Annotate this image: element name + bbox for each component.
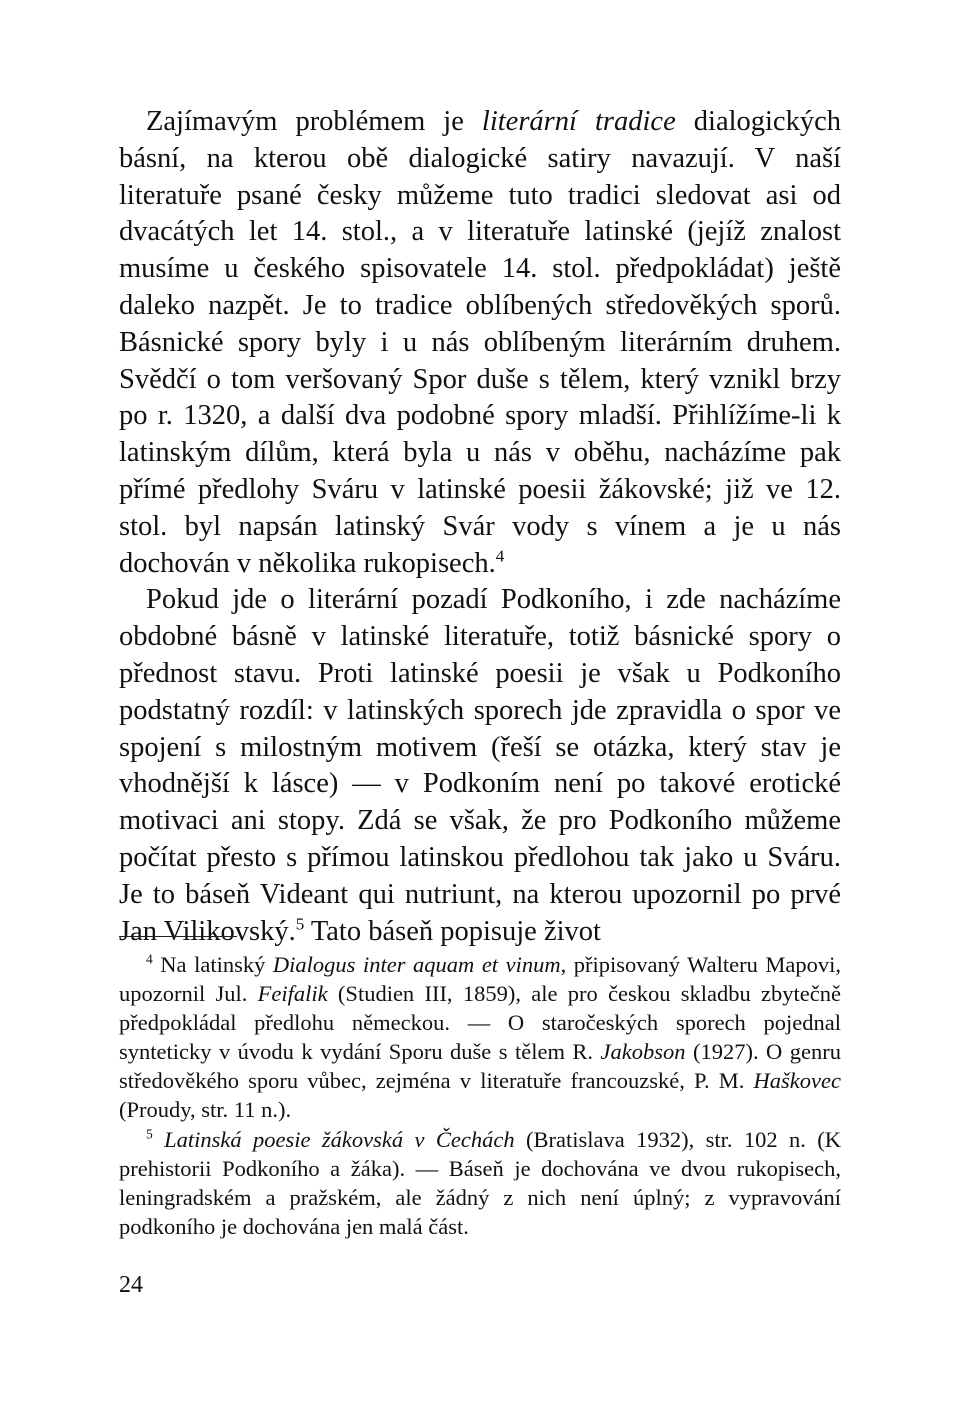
footnote-5-number: 5 (146, 1126, 153, 1142)
paragraph-1 (119, 104, 841, 582)
footnote-ref-5[interactable]: 5 (295, 914, 305, 934)
paragraph-2 (119, 582, 841, 950)
footnote-4-italic-b: Feifalik (257, 981, 328, 1007)
paragraph-1-text-b: dialogických básní, na kterou obě dialogické satiry navazují. V naší literatuře psané česky můžeme tuto tradici sledovat asi od dvacátých let 14. stol., a v literatuře latinské (jejíž znalost musíme u českého spisovatele 14. stol. předpokládat) ještě daleko nazpět. Je to tradice oblíbených středověkých sporů. Básnické spory byly i u nás oblíbeným literárním druhem. Svědčí o tom veršovaný Spor duše s tělem, který vznikl brzy po r. 1320, a další dva podobné spory mladší. Přihlížíme-li k latinským dílům, která byla u nás v oběhu, nacházíme pak přímé předlohy Sváru v latinské poesii žákovské; již ve 12. stol. byl napsán latinský Svár vody s vínem a je u nás dochován v několika rukopisech. (119, 106, 841, 579)
main-text (119, 104, 841, 950)
footnote-4-number: 4 (146, 951, 153, 967)
footnote-divider (119, 936, 237, 937)
footnote-4-text-c: (Studien III, 1859), ale pro českou skladbu zbytečně předpokládal předlohu německou. — O staročeských sporech pojednal synteticky v úvodu k vydání Sporu duše s tělem R. (119, 981, 841, 1065)
footnote-ref-4[interactable]: 4 (495, 546, 505, 566)
footnote-5-italic-a: Latinská poesie žákovská v Čechách (164, 1126, 515, 1152)
footnote-5 (119, 1125, 841, 1241)
paragraph-2-text-b: Tato báseň popisuje život (304, 915, 601, 947)
footnote-5-text-b: (Bratislava 1932), str. 102 n. (K prehistorii Podkoního a žáka). — Báseň je dochována ve dvou rukopisech, leningradském a pražském, ale žádný z nich není úplný; z vypravování podkoního je dochována jen malá část. (119, 1126, 841, 1239)
footnote-4-text-e: (Proudy, str. 11 n.). (119, 1097, 292, 1123)
footnotes (119, 950, 841, 1241)
page-number: 24 (119, 1272, 143, 1298)
footnote-4 (119, 950, 841, 1125)
paragraph-2-text-a: Pokud jde o literární pozadí Podkoního, i zde nacházíme obdobné básně v latinské literatuře, totiž básnické spory o přednost stavu. Proti latinské poesii je však u Podkoního podstatný rozdíl: v latinských sporech jde zpravidla o spor ve spojení s milostným motivem (řeší se otázka, který stav je vhodnější k lásce) — v Podkoním není po takové erotické motivaci ani stopy. Zdá se však, že pro Podkoního můžeme počítat přesto s přímou latinskou předlohou tak jako u Sváru. Je to báseň Videant qui nutriunt, na kterou upozornil po prvé Jan Vilikovský. (119, 584, 841, 947)
footnote-4-text-a: Na latinský (152, 952, 273, 977)
paragraph-1-italic: literární tradice (481, 106, 676, 137)
paragraph-1-text-a: Zajímavým problémem je (146, 106, 482, 137)
footnote-4-text-d: (1927). O genru středověkého sporu vůbec, zejména v literatuře francouzské, P. M. (119, 1039, 841, 1094)
footnote-4-italic-a: Dialogus inter aquam et vinum (272, 952, 561, 977)
footnote-4-italic-d: Haškovec (753, 1068, 841, 1094)
footnote-4-italic-c: Jakobson (600, 1039, 686, 1065)
footnote-5-text-a (153, 1127, 164, 1152)
footnote-4-text-b: , připisovaný Walteru Mapovi, upozornil Jul. (119, 952, 842, 1007)
